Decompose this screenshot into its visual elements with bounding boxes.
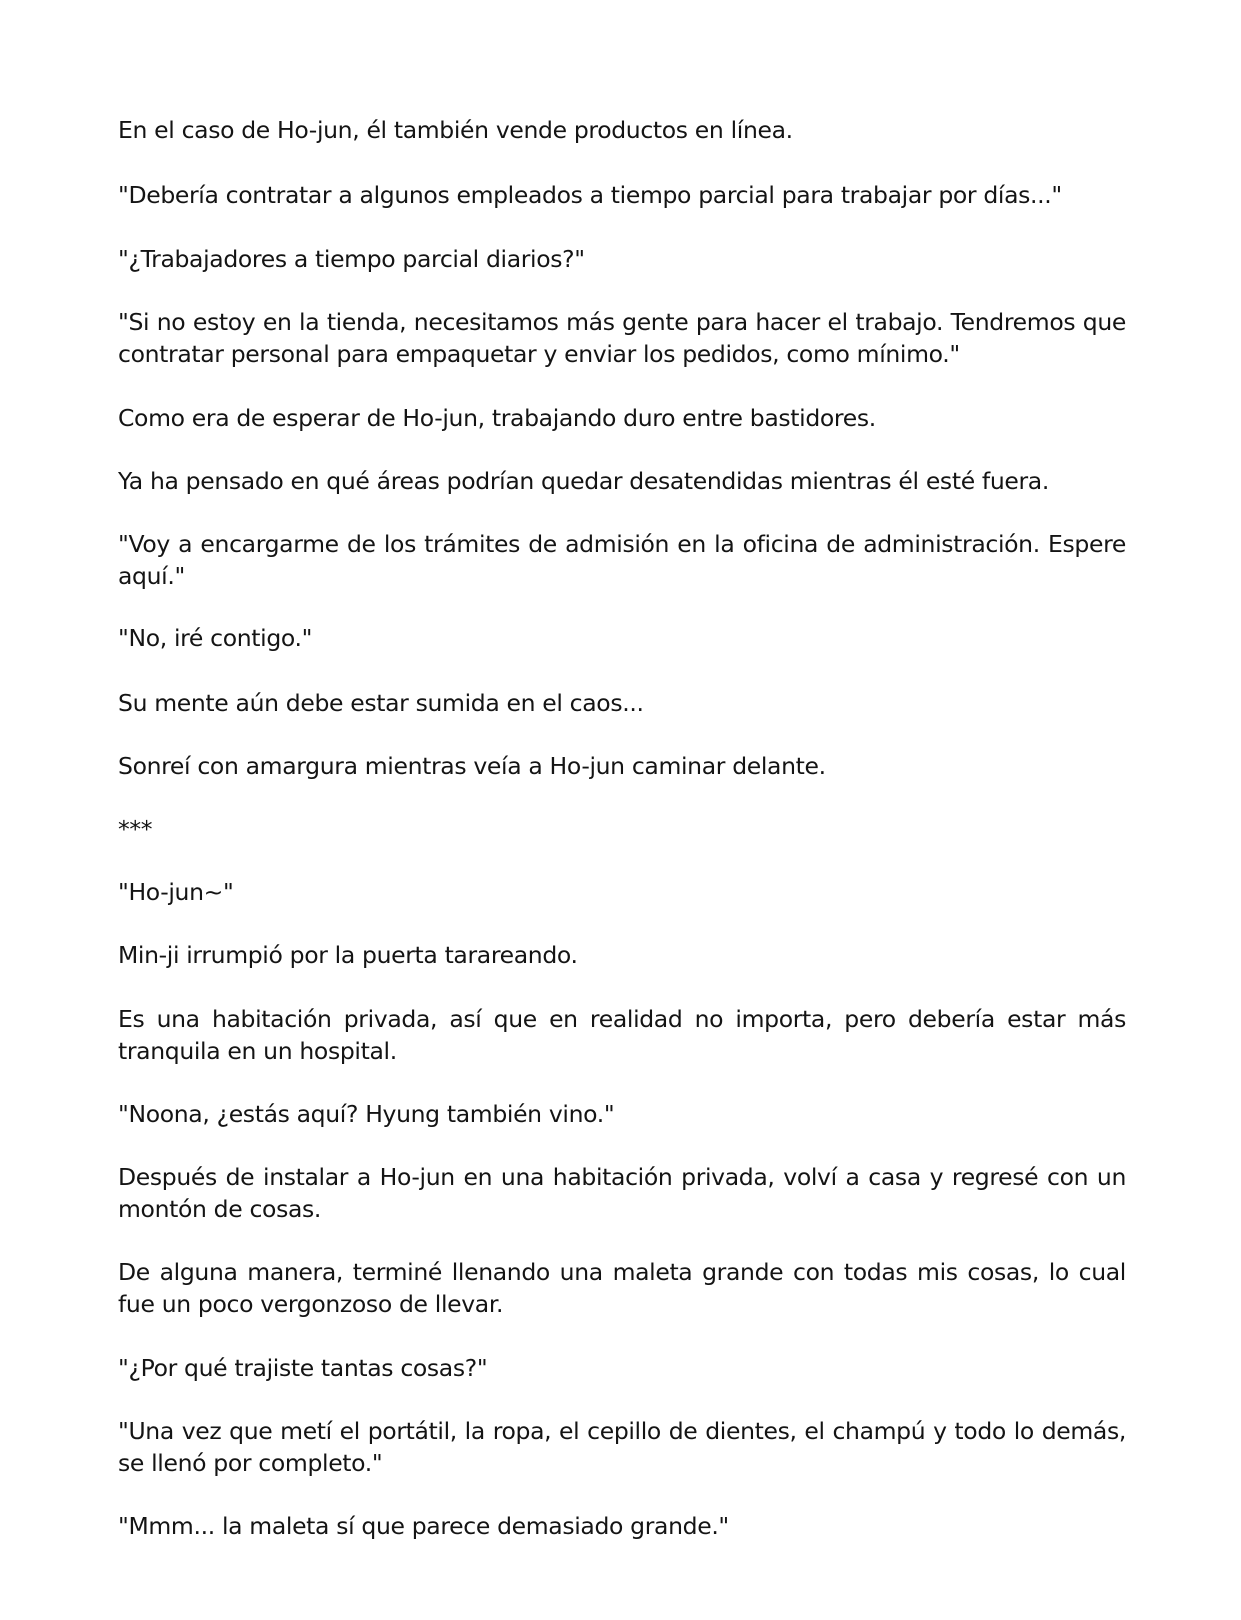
- paragraph: "Una vez que metí el portátil, la ropa, el cepillo de dientes, el champú y todo lo demás, se llenó por completo.": [118, 1417, 1126, 1477]
- paragraph: Min-ji irrumpió por la puerta tarareando.: [118, 941, 578, 969]
- paragraph: "¿Trabajadores a tiempo parcial diarios?": [118, 245, 585, 273]
- paragraph: Ya ha pensado en qué áreas podrían quedar desatendidas mientras él esté fuera.: [118, 467, 1049, 495]
- scene-break: ***: [118, 815, 153, 843]
- paragraph: "¿Por qué trajiste tantas cosas?": [118, 1354, 488, 1382]
- paragraph: "Debería contratar a algunos empleados a tiempo parcial para trabajar por días...": [118, 181, 1062, 209]
- paragraph: En el caso de Ho-jun, él también vende productos en línea.: [118, 116, 793, 144]
- paragraph: Su mente aún debe estar sumida en el caos...: [118, 689, 644, 717]
- paragraph: "Si no estoy en la tienda, necesitamos más gente para hacer el trabajo. Tendremos que contratar personal para empaquetar y enviar los pedidos, como mínimo.": [118, 308, 1126, 368]
- paragraph: "Mmm... la maleta sí que parece demasiado grande.": [118, 1512, 729, 1540]
- paragraph: "Noona, ¿estás aquí? Hyung también vino.": [118, 1100, 615, 1128]
- paragraph: Después de instalar a Ho-jun en una habitación privada, volví a casa y regresé con un montón de cosas.: [118, 1163, 1126, 1223]
- paragraph: Como era de esperar de Ho-jun, trabajando duro entre bastidores.: [118, 404, 876, 432]
- paragraph: De alguna manera, terminé llenando una maleta grande con todas mis cosas, lo cual fue un poco vergonzoso de llevar.: [118, 1258, 1126, 1318]
- paragraph: "Voy a encargarme de los trámites de admisión en la oficina de administración. Espere aquí.": [118, 530, 1126, 590]
- paragraph: Es una habitación privada, así que en realidad no importa, pero debería estar más tranquila en un hospital.: [118, 1005, 1126, 1065]
- paragraph: "Ho-jun~": [118, 878, 234, 906]
- paragraph: "No, iré contigo.": [118, 624, 313, 652]
- paragraph: Sonreí con amargura mientras veía a Ho-jun caminar delante.: [118, 752, 826, 780]
